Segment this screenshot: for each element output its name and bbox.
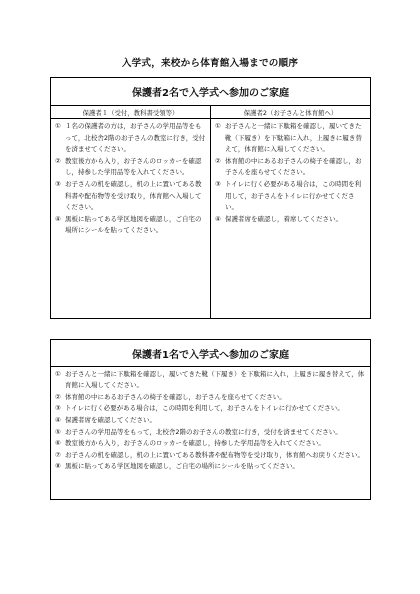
item-text: お子さんと一緒に下駄箱を確認し，履いてきた靴（下履き）を下駄箱に入れ，上履きに履き替えて，体育館に入場してください。: [225, 122, 362, 154]
item-number: ④: [215, 214, 221, 223]
section1-title: 保護者2名で入学式へ参加のご家庭: [51, 78, 370, 106]
list-item: [55, 156, 207, 179]
item-number: ①: [55, 370, 61, 378]
item-text: トイレに行く必要がある場合は，この時間を利用して，お子さんをトイレに行かせてください。: [225, 179, 362, 212]
item-number: ⑤: [55, 427, 61, 436]
section2-body: [51, 367, 370, 473]
section1-column-headers: [51, 106, 370, 119]
item-number: ④: [55, 214, 61, 223]
item-number: ③: [55, 404, 61, 413]
item-text: 保護者席を確認し，着席してください。: [225, 214, 342, 223]
item-text: お子さんの机を確認し，机の上に置いてある教科書や配布物等を受け取り，体育館へ入場してください。: [65, 179, 202, 212]
guardian1-column: [51, 119, 211, 318]
item-text: お子さんの学用品等をもって，北校舎2階のお子さんの教室に行き，受付を済ませてください。: [65, 427, 342, 436]
list-item: [55, 403, 366, 415]
list-item: [55, 438, 366, 450]
item-text: 教室後方から入り，お子さんのロッカーを確認し，持参した学用品等を入れてください。: [65, 156, 202, 177]
list-item: [55, 214, 207, 237]
guardian2-column: [211, 119, 370, 318]
list-item: [215, 156, 367, 179]
item-text: 体育館の中にあるお子さんの椅子を確認し，お子さんを座らせてください。: [225, 156, 362, 177]
item-number: ①: [215, 122, 221, 130]
item-number: ④: [55, 416, 61, 424]
list-item: [215, 179, 367, 214]
list-item: [55, 450, 366, 462]
list-item: [55, 121, 207, 156]
item-text: お子さんの机を確認し，机の上に置いてある教科書や配布物等を受け取り，体育館へお戻りください。: [65, 450, 364, 459]
item-text: 体育館の中にあるお子さんの椅子を確認し，お子さんを座らせてください。: [65, 392, 286, 401]
guardian2-header: 保護者2（お子さんと体育館へ）: [243, 108, 338, 117]
item-text: お子さんと一緒に下駄箱を確認し，履いてきた靴（下履き）を下駄箱に入れ，上履きに履き替えて，体育館に入場してください。: [65, 370, 365, 390]
item-text: 保護者席を確認してください。: [65, 416, 156, 424]
item-number: ⑦: [55, 450, 61, 459]
section1-body: [51, 119, 370, 318]
page-title: 入学式，来校から体育館入場までの順序: [121, 58, 299, 69]
list-item: [55, 369, 366, 392]
list-item: [215, 214, 367, 226]
item-text: 黒板に貼ってある学区地図を確認し，ご自宅の場所にシールを貼ってください。: [65, 214, 202, 235]
list-item: [55, 179, 207, 214]
item-text: 黒板に貼ってある学区地図を確認し，ご自宅の場所にシールを貼ってください。: [65, 462, 299, 471]
item-number: ③: [55, 179, 61, 188]
item-text: トイレに行く必要がある場合は，この時間を利用して，お子さんをトイレに行かせてください。: [65, 404, 344, 413]
list-item: [55, 427, 366, 439]
item-number: ⑧: [55, 462, 61, 471]
one-guardian-section: [50, 339, 371, 500]
section2-title: 保護者1名で入学式へ参加のご家庭: [51, 340, 370, 367]
list-item: [215, 121, 367, 156]
list-item: [55, 461, 366, 473]
list-item: [55, 392, 366, 404]
guardian1-header: 保護者１（受付，教科書受領等）: [51, 106, 211, 118]
item-number: ②: [215, 156, 221, 165]
item-number: ⑥: [55, 439, 61, 448]
item-number: ③: [215, 179, 221, 188]
item-number: ①: [55, 122, 61, 130]
item-number: ②: [55, 156, 61, 165]
list-item: [55, 415, 366, 427]
item-text: １名の保護者の方は，お子さんの学用品等をもって，北校舎2階のお子さんの教室に行き，受付を済ませてください。: [65, 122, 206, 154]
item-number: ②: [55, 392, 61, 401]
item-text: 教室後方から入り，お子さんのロッカーを確認し，持参した学用品等を入れてください。: [65, 439, 325, 448]
two-guardian-section: [50, 77, 371, 319]
